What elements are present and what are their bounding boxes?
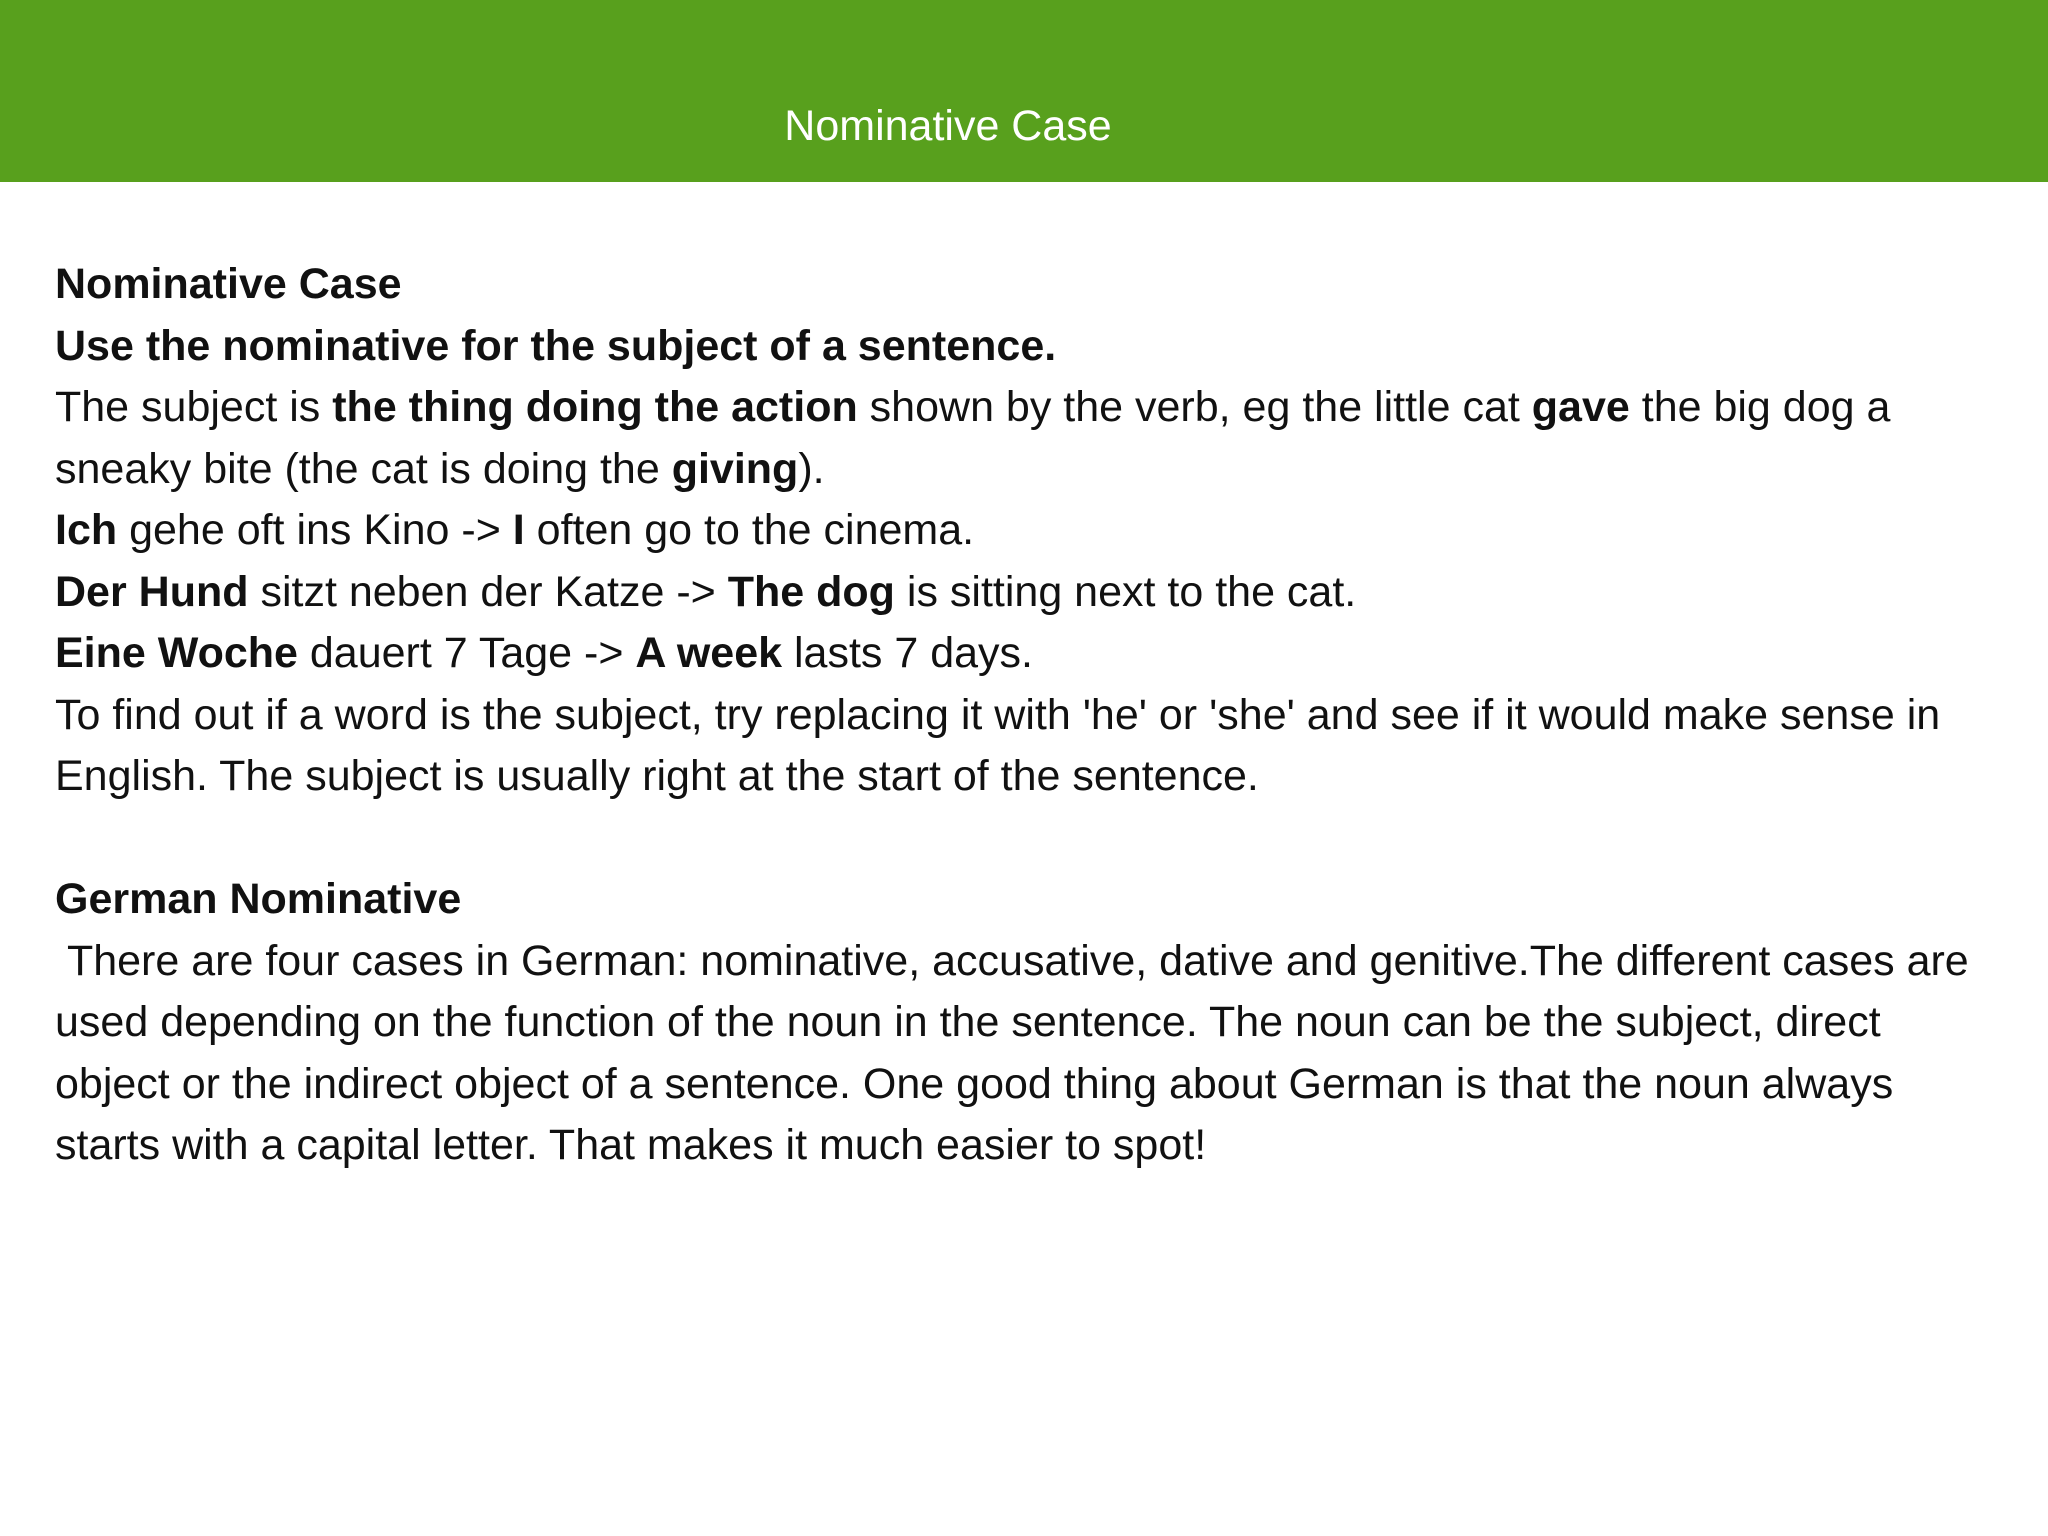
section-heading-german-nominative: German Nominative	[55, 875, 462, 923]
slide-header	[0, 0, 2048, 182]
paragraph-spacer	[55, 808, 1975, 870]
example-sentence: Ich gehe oft ins Kino -> I often go to the cinema.	[55, 506, 975, 554]
subject-tip: To find out if a word is the subject, try replacing it with 'he' or 'she' and see if it would make sense in English. The subject is usually right at the start of the sentence.	[55, 690, 1941, 800]
example-sentence: Der Hund sitzt neben der Katze -> The dog is sitting next to the cat.	[55, 567, 1357, 616]
page-title: Nominative Case	[784, 102, 1112, 150]
subject-explanation: The subject is the thing doing the action shown by the verb, eg the little cat gave the big dog a sneaky bite (the cat is doing the giving).	[55, 383, 1891, 493]
slide-content	[55, 254, 1981, 1177]
german-cases-paragraph: There are four cases in German: nominative, accusative, dative and genitive.The different cases are used depending on the function of the noun in the sentence. The noun can be the subject, direct object or the indirect object of a sentence. One good thing about German is that the noun always starts with a capital letter. That makes it much easier to spot!	[55, 936, 1981, 1169]
section-heading-nominative: Nominative Case	[55, 260, 402, 308]
example-sentence: Eine Woche dauert 7 Tage -> A week lasts 7 days.	[55, 629, 1033, 677]
nominative-rule: Use the nominative for the subject of a sentence.	[55, 321, 1057, 370]
